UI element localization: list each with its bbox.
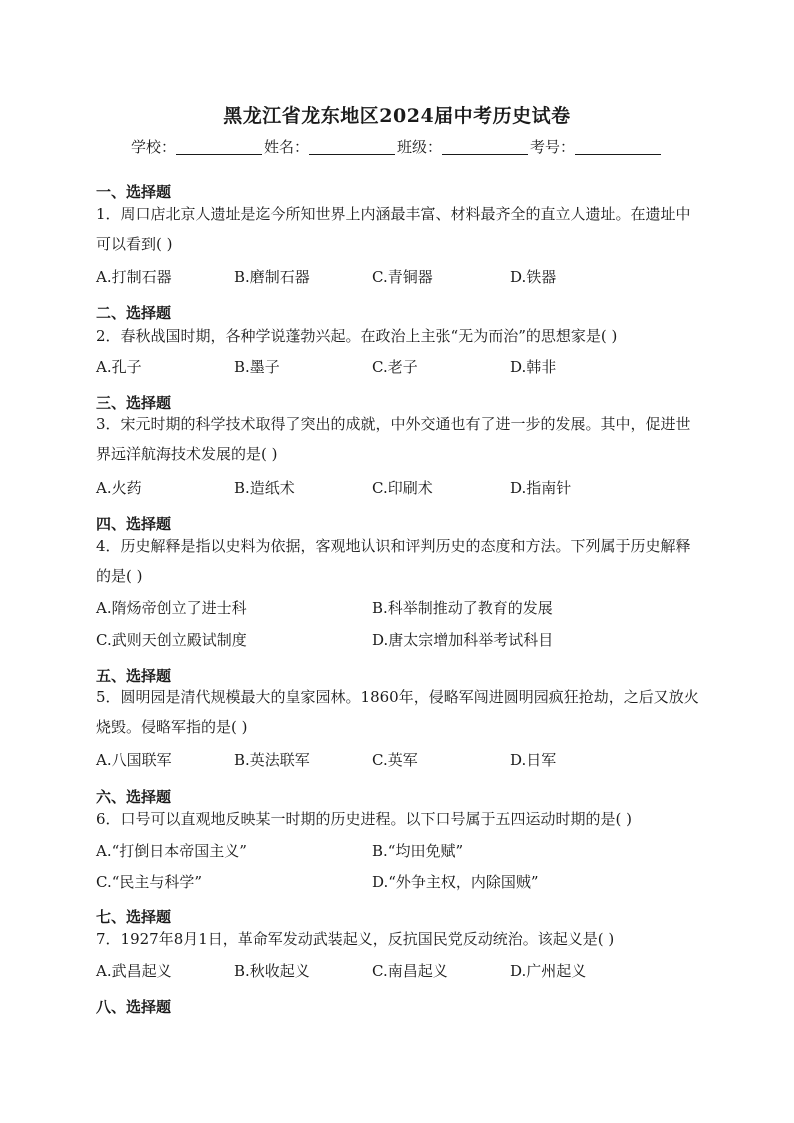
option: B.英法联军: [234, 751, 310, 769]
school-label: 学校：: [130, 138, 176, 156]
class-blank: [442, 139, 528, 155]
option: C.老子: [372, 358, 418, 376]
option: C.印刷术: [372, 479, 433, 497]
option: A.打制石器: [96, 268, 172, 286]
exam-title: 黑龙江省龙东地区2024届中考历史试卷: [223, 105, 571, 127]
question-text: 1．周口店北京人遗址是迄今所知世界上内涵最丰富、材料最齐全的直立人遗址。在遗址中可以看到( ): [96, 205, 691, 253]
option: A.八国联军: [96, 751, 172, 769]
number-label: 考号：: [530, 138, 576, 156]
option-row: [96, 266, 700, 288]
option: A.隋炀帝创立了进士科: [96, 599, 247, 617]
section-heading: 五、选择题: [96, 667, 172, 685]
option-row: [96, 356, 700, 378]
student-info-line: [0, 136, 794, 157]
option: C.南昌起义: [372, 962, 448, 980]
option: A.孔子: [96, 358, 142, 376]
option-row: [96, 840, 700, 862]
section-heading: 二、选择题: [96, 304, 172, 322]
section-heading: 八、选择题: [96, 998, 172, 1016]
option: D.指南针: [510, 479, 572, 497]
question-text: 4．历史解释是指以史料为依据，客观地认识和评判历史的态度和方法。下列属于历史解释的是( ): [96, 537, 691, 585]
option: B.磨制石器: [234, 268, 310, 286]
name-blank: [309, 139, 395, 155]
option: D.铁器: [510, 268, 557, 286]
option-row: [96, 960, 700, 982]
number-blank: [575, 139, 661, 155]
option: C.英军: [372, 751, 418, 769]
option: A.武昌起义: [96, 962, 172, 980]
option: A.“打倒日本帝国主义”: [96, 842, 247, 860]
option-row: [96, 871, 700, 893]
question-text: 7．1927年8月1日，革命军发动武装起义，反抗国民党反动统治。该起义是( ): [96, 930, 615, 948]
section-heading: 七、选择题: [96, 908, 172, 926]
section-heading: 四、选择题: [96, 515, 172, 533]
option-row: [96, 629, 700, 651]
class-label: 班级：: [397, 138, 443, 156]
option: D.广州起义: [510, 962, 587, 980]
option: B.墨子: [234, 358, 280, 376]
question-text: 3．宋元时期的科学技术取得了突出的成就，中外交通也有了进一步的发展。其中，促进世界远洋航海技术发展的是( ): [96, 415, 691, 463]
section-heading: 一、选择题: [96, 183, 172, 201]
option: D.“外争主权，内除国贼”: [372, 873, 539, 891]
option: C.武则天创立殿试制度: [96, 631, 247, 649]
option: B.秋收起义: [234, 962, 310, 980]
option: C.青铜器: [372, 268, 433, 286]
section-heading: 六、选择题: [96, 788, 172, 806]
option: A.火药: [96, 479, 142, 497]
question-text: 2．春秋战国时期，各种学说蓬勃兴起。在政治上主张“无为而治”的思想家是( ): [96, 327, 618, 345]
option-row: [96, 749, 700, 771]
option: B.“均田免赋”: [372, 842, 464, 860]
option: C.“民主与科学”: [96, 873, 203, 891]
question-text: 6．口号可以直观地反映某一时期的历史进程。以下口号属于五四运动时期的是( ): [96, 810, 633, 828]
option: D.日军: [510, 751, 557, 769]
option: D.唐太宗增加科举考试科目: [372, 631, 554, 649]
option-row: [96, 597, 700, 619]
option: B.科举制推动了教育的发展: [372, 599, 553, 617]
option-row: [96, 477, 700, 499]
school-blank: [176, 139, 262, 155]
section-heading: 三、选择题: [96, 394, 172, 412]
name-label: 姓名：: [263, 138, 309, 156]
option: B.造纸术: [234, 479, 295, 497]
question-text: 5．圆明园是清代规模最大的皇家园林。1860年，侵略军闯进圆明园疯狂抢劫，之后又放火烧毁。侵略军指的是( ): [96, 688, 699, 736]
option: D.韩非: [510, 358, 557, 376]
